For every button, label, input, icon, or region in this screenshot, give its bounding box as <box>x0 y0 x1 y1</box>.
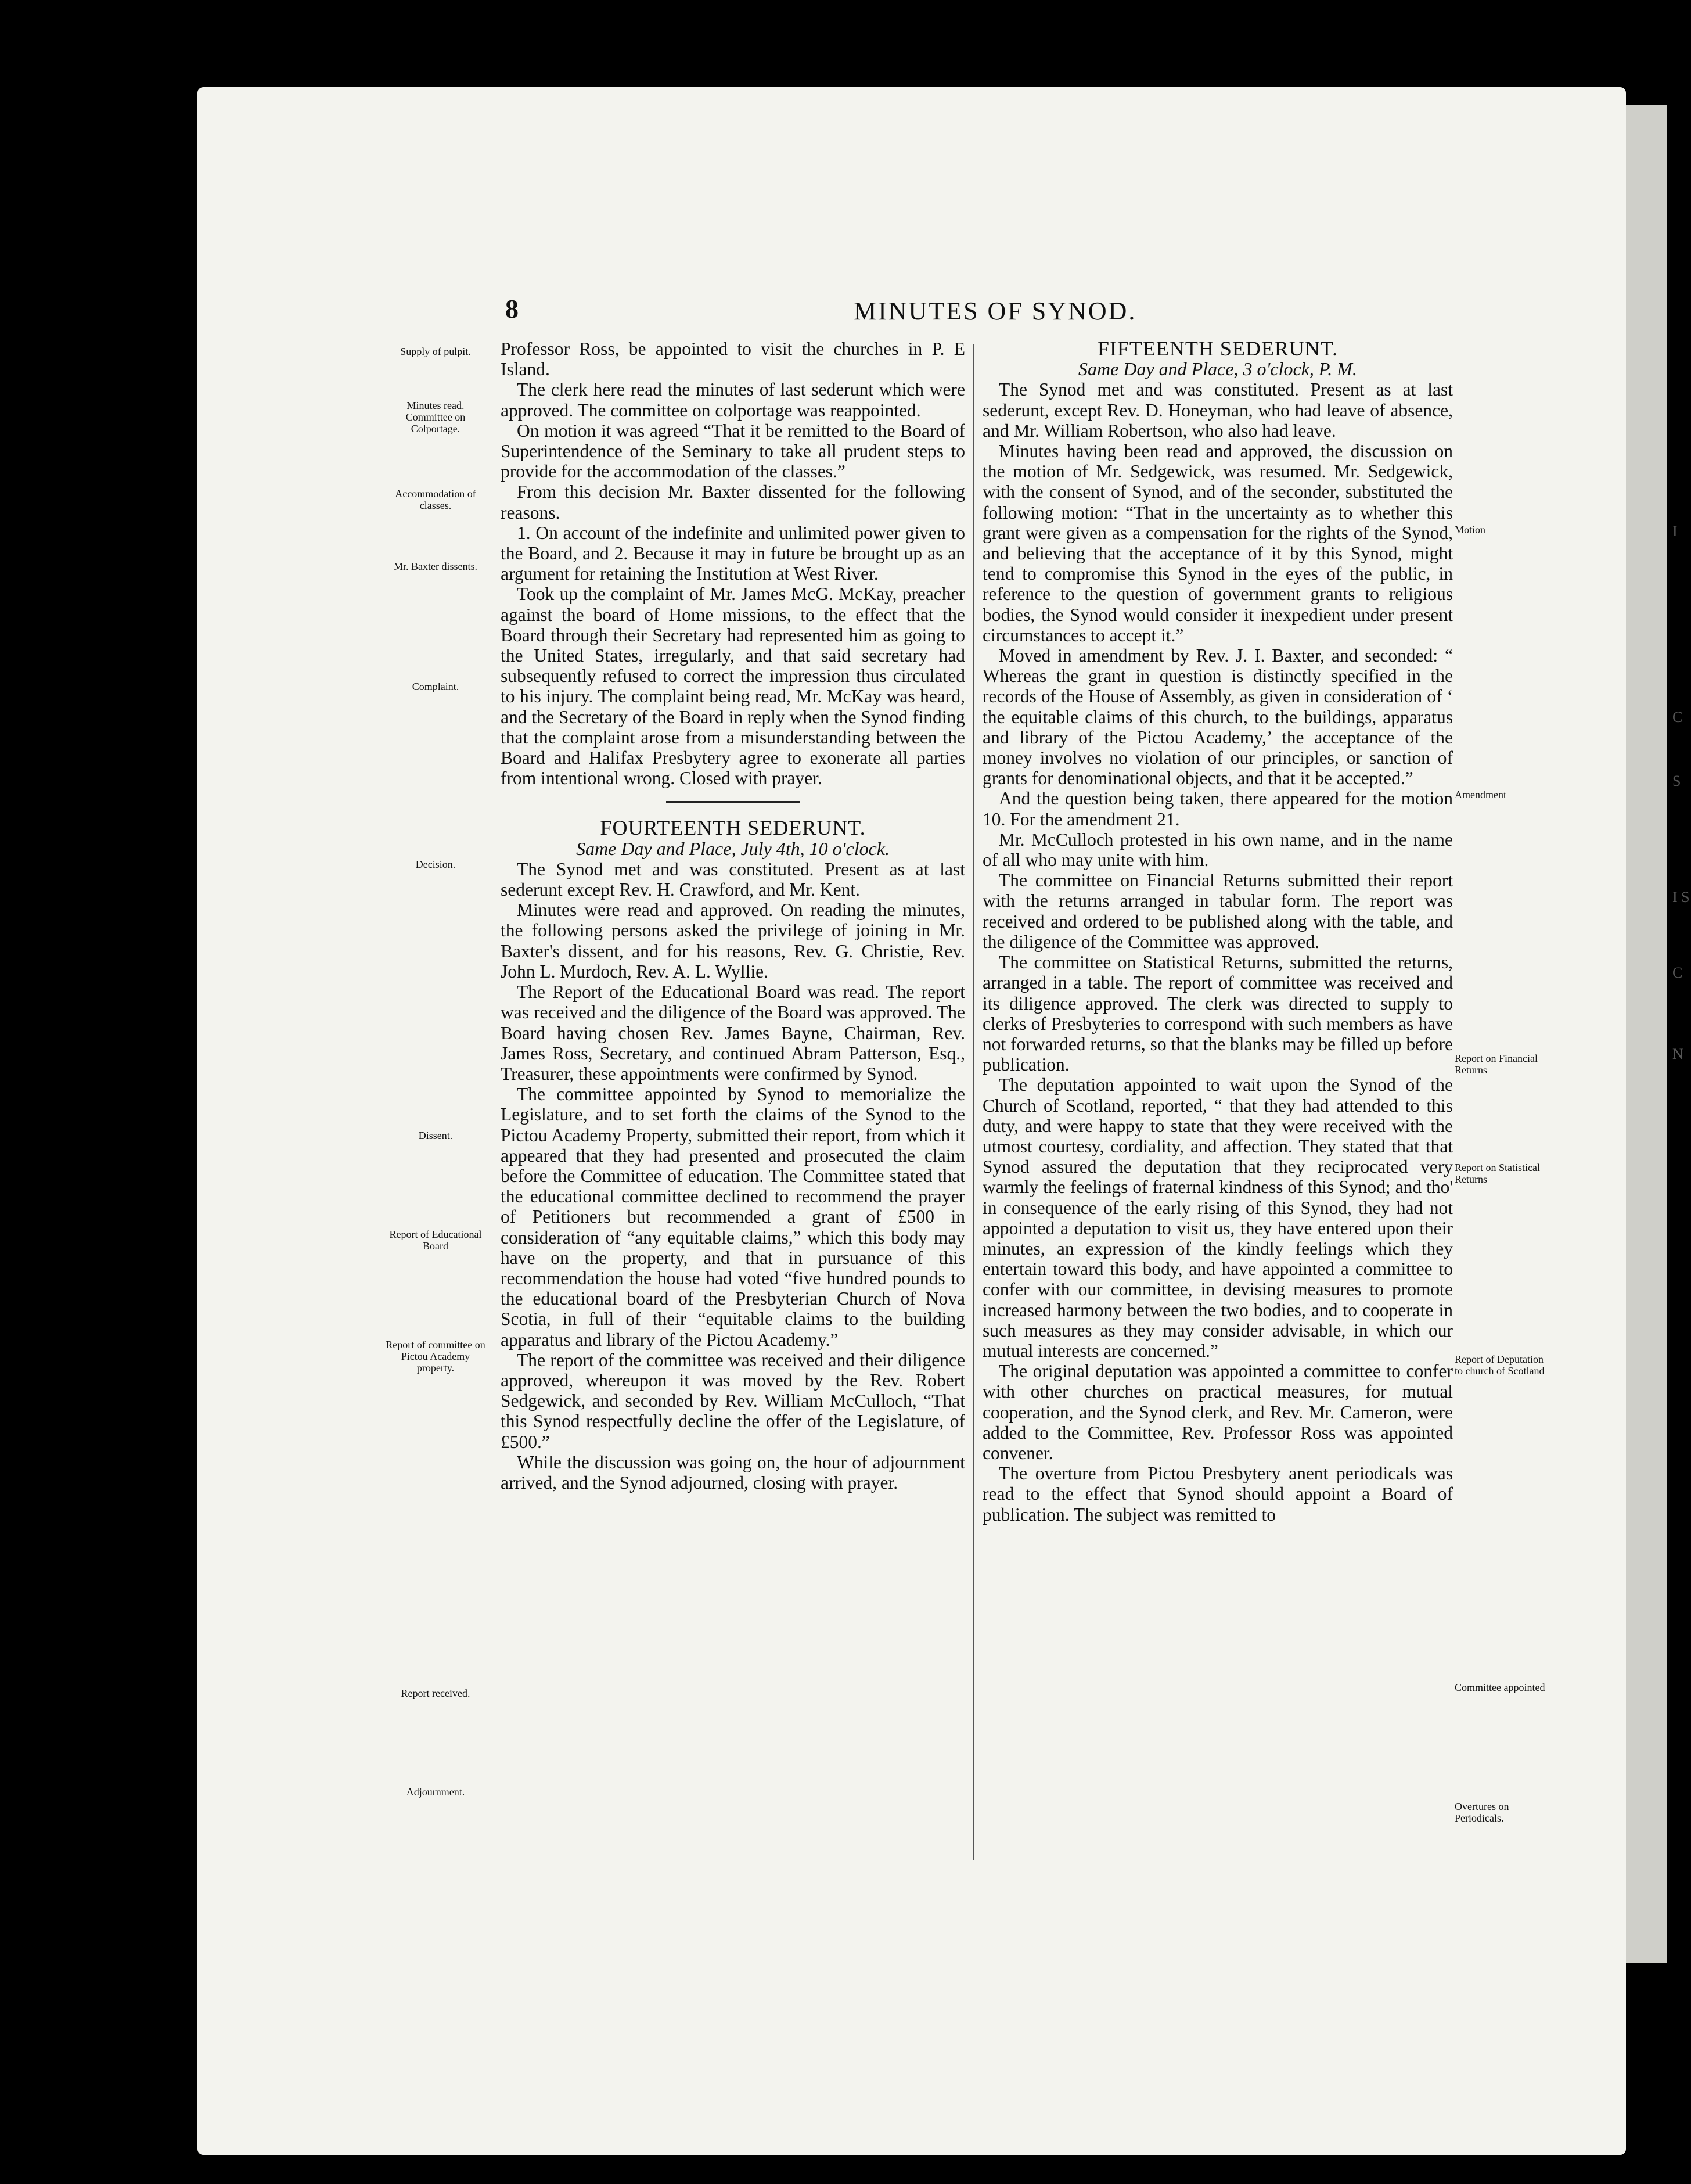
paragraph: Took up the complaint of Mr. James McG. McKay, preacher against the board of Home missions, to the effect that the Board through their Secretary had represented him as going to the United States, irregularly, and that said secretary had subsequently refused to correct the impression thus circulated to his injury. The complaint being read, Mr. McKay was heard, and the Secretary of the Board in reply when the Synod finding that the complaint arose from a misunderstanding between the Board and Halifax Presbytery agree to exonerate all parties from intentional wrong. Closed with prayer. <box>501 584 965 789</box>
section-rule <box>666 801 800 803</box>
clipped-letter: C <box>1672 964 1683 981</box>
margin-note-complaint: Complaint. <box>412 681 459 692</box>
margin-note-pictou-academy: Report of committee on Pictou Academy property. <box>386 1339 485 1374</box>
paragraph: The deputation appointed to wait upon the Synod of the Church of Scotland, reported, “ that they had attended to this duty, and were happy to state that they were received with the utmost courtesy, cordiality, and affection. They stated that that Synod assured the deputation that they reciprocated very warmly the feelings of fraternal kindness of this Synod; and tho' in consequence of the early rising of this Synod, they had not appointed a deputation to visit us, they have entered upon their minutes, an expression of the kindly feelings which they entertain toward this body, and have appointed a committee to confer with our committee, in devising measures to promote increased harmony between the two bodies, and to cooperate in such measures as they may consider advisable, in which our mutual interests are concerned.” <box>983 1075 1453 1361</box>
margin-note-committee-appointed: Committee appointed <box>1455 1682 1545 1693</box>
paragraph: The Synod met and was constituted. Present as at last sederunt, except Rev. D. Honeyman, who had leave of absence, and Mr. William Robertson, who also had leave. <box>983 379 1453 441</box>
clipped-letter: N <box>1672 1046 1683 1062</box>
paragraph: The Report of the Educational Board was read. The report was received and the diligence of the Board was approved. The Board having chosen Rev. James Bayne, Chairman, Rev. James Ross, Secretary, and continued Abram Patterson, Esq., Treasurer, these appointments were confirmed by Synod. <box>501 982 965 1084</box>
right-column <box>983 339 1453 1525</box>
paragraph: The Synod met and was constituted. Present as at last sederunt except Rev. H. Crawford, and Mr. Kent. <box>501 858 965 900</box>
running-title: MINUTES OF SYNOD. <box>854 297 1137 325</box>
paragraph: The committee on Financial Returns submitted their report with the returns arranged in tabular form. The report was received and ordered to be published along with the table, and the diligence of the Committee was approved. <box>983 870 1453 952</box>
margin-note-decision: Decision. <box>415 858 456 870</box>
clipped-letter: I S <box>1672 889 1690 906</box>
margin-note-colportage: Minutes read. Committee on Colportage. <box>405 400 466 434</box>
margin-note-financial-returns: Report on Financial Returns <box>1455 1053 1538 1076</box>
margin-note-dissent: Dissent. <box>418 1130 453 1141</box>
adjacent-page-edge <box>1626 105 1667 1963</box>
margin-note-report-received: Report received. <box>401 1687 470 1699</box>
paragraph: The original deputation was appointed a committee to confer with other churches on practical measures, for mutual cooperation, and the Synod clerk, and Rev. Mr. Cameron, were added to the Committee, Rev. Professor Ross was appointed convener. <box>983 1361 1453 1463</box>
margin-note-deputation: Report of Deputation to church of Scotland <box>1455 1353 1545 1377</box>
margin-note-periodicals: Overtures on Periodicals. <box>1455 1801 1509 1824</box>
column-divider <box>973 344 974 1860</box>
paragraph: On motion it was agreed “That it be remitted to the Board of Superintendence of the Seminary to take all prudent steps to provide for the accommodation of the classes.” <box>501 420 965 482</box>
margin-note-supply-of-pulpit: Supply of pulpit. <box>400 346 471 357</box>
paragraph: The clerk here read the minutes of last sederunt which were approved. The committee on colportage was reappointed. <box>501 379 965 421</box>
margin-note-adjournment: Adjournment. <box>406 1786 465 1798</box>
margin-note-motion: Motion <box>1455 524 1486 536</box>
paragraph: Professor Ross, be appointed to visit the churches in P. E Island. <box>501 339 965 380</box>
paragraph: And the question being taken, there appeared for the motion 10. For the amendment 21. <box>983 788 1453 829</box>
paragraph: The report of the committee was received and their diligence approved, whereupon it was moved by the Rev. Robert Sedgewick, and seconded by Rev. William McCulloch, “That this Synod respectfully decline the offer of the Legislature, of £500.” <box>501 1349 965 1452</box>
page-number: 8 <box>505 294 519 324</box>
margin-note-baxter-dissents: Mr. Baxter dissents. <box>394 561 477 572</box>
paragraph: 1. On account of the indefinite and unlimited power given to the Board, and 2. Because it may in future be brought up as an argument for retaining the Institution at West River. <box>501 522 965 584</box>
paragraph: Mr. McCulloch protested in his own name, and in the name of all who may unite with him. <box>983 829 1453 871</box>
section-subtitle: Same Day and Place, 3 o'clock, P. M. <box>1078 358 1357 380</box>
margin-note-educational-board: Report of Educational Board <box>389 1228 482 1252</box>
clipped-letter: S <box>1672 773 1681 789</box>
section-title: FOURTEENTH SEDERUNT. <box>600 816 866 840</box>
margin-note-amendment: Amendment <box>1455 789 1506 800</box>
paragraph: Minutes were read and approved. On reading the minutes, the following persons asked the privilege of joining in Mr. Baxter's dissent, and for his reasons, Rev. G. Christie, Rev. John L. Murdoch, Rev. A. L. Wyllie. <box>501 900 965 982</box>
paragraph: The overture from Pictou Presbytery anent periodicals was read to the effect that Synod should appoint a Board of publication. The subject was remitted to <box>983 1463 1453 1525</box>
paragraph: While the discussion was going on, the hour of adjournment arrived, and the Synod adjourned, closing with prayer. <box>501 1452 965 1493</box>
margin-note-accommodation: Accommodation of classes. <box>395 488 476 511</box>
margin-note-statistical-returns: Report on Statistical Returns <box>1455 1162 1540 1185</box>
clipped-letter: C <box>1672 709 1683 725</box>
section-subtitle: Same Day and Place, July 4th, 10 o'clock. <box>576 838 890 859</box>
left-column <box>501 339 965 1493</box>
section-title: FIFTEENTH SEDERUNT. <box>1097 337 1339 360</box>
paragraph: Minutes having been read and approved, the discussion on the motion of Mr. Sedgewick, was resumed. Mr. Sedgewick, with the consent of Synod, and of the seconder, substituted the following motion: “That in the uncertainty as to whether this grant were given as a compensation for the rights of the Synod, and believing that the acceptance of it by this Synod, might tend to compromise this Synod in the eyes of the public, in reference to the question of government grants to religious bodies, the Synod would consider it inexpedient under present circumstances to accept it.” <box>983 441 1453 645</box>
clipped-letter: I <box>1672 523 1678 540</box>
paragraph: The committee appointed by Synod to memorialize the Legislature, and to set forth the claims of the Synod to the Pictou Academy Property, submitted their report, from which it appeared that they had presented and prosecuted the claim before the Committee of education. The Committee stated that the educational committee declined to recommend the prayer of Petitioners but recommended a grant of £500 in consideration of “any equitable claims,” which this body may have on the property, and that in pursuance of this recommendation the house had voted “five hundred pounds to the educational board of the Presbyterian Church of Nova Scotia, in full of their “equitable claims to the building apparatus and library of the Pictou Academy.” <box>501 1084 965 1350</box>
paragraph: The committee on Statistical Returns, submitted the returns, arranged in a table. The report of committee was received and its diligence approved. The clerk was directed to supply to clerks of Presbyteries to correspond with such members as have not forwarded returns, so that the blanks may be filled up before publication. <box>983 952 1453 1075</box>
paragraph: From this decision Mr. Baxter dissented for the following reasons. <box>501 482 965 523</box>
paragraph: Moved in amendment by Rev. J. I. Baxter, and seconded: “ Whereas the grant in question is distinctly specified in the records of the House of Assembly, as given in consideration of ‘ the equitable claims of this church, to the buildings, apparatus and library of the Pictou Academy,’ the acceptance of the money involves no violation of our principles, or sanction of grants for denominational objects, and that it be accepted.” <box>983 645 1453 789</box>
